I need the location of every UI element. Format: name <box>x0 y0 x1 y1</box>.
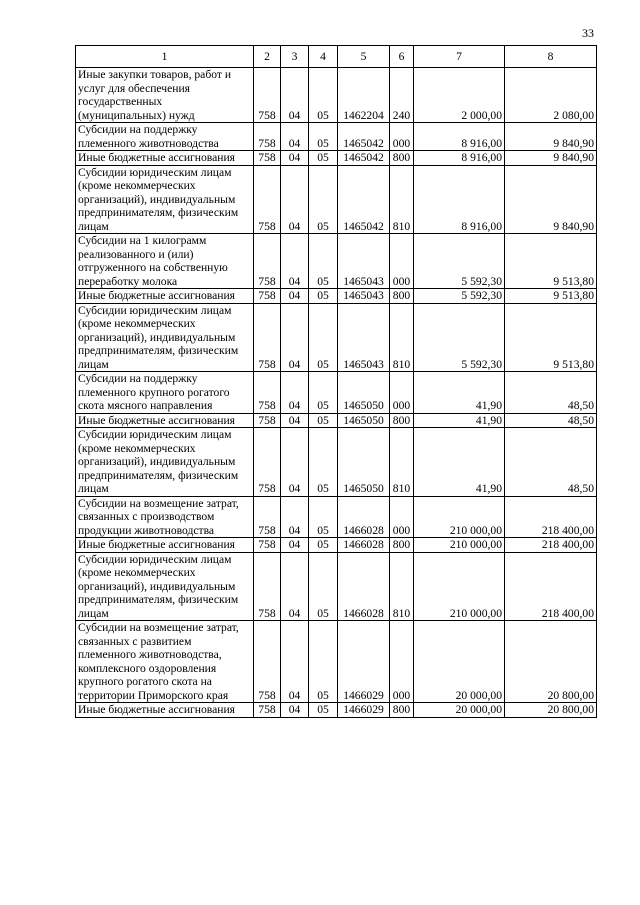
row-code-cell: 758 <box>254 303 281 372</box>
row-code-cell: 758 <box>254 552 281 621</box>
table-row <box>76 234 597 289</box>
row-code-cell: 758 <box>254 123 281 151</box>
row-section-cell: 04 <box>281 428 309 497</box>
column-header-6: 6 <box>390 46 414 68</box>
row-amount-1-cell: 20 000,00 <box>414 703 505 718</box>
row-subsection-cell: 05 <box>309 428 338 497</box>
row-code-cell: 758 <box>254 428 281 497</box>
row-type-cell: 800 <box>390 703 414 718</box>
table-row <box>76 413 597 428</box>
row-article-cell: 1466029 <box>338 621 390 703</box>
row-type-cell: 800 <box>390 151 414 166</box>
table-row <box>76 372 597 414</box>
row-name-cell: Иные бюджетные ассигнования <box>76 151 254 166</box>
row-amount-1-cell: 2 000,00 <box>414 68 505 123</box>
row-amount-1-cell: 8 916,00 <box>414 123 505 151</box>
row-amount-2-cell: 48,50 <box>505 372 597 414</box>
row-code-cell: 758 <box>254 68 281 123</box>
row-section-cell: 04 <box>281 496 309 538</box>
table-row <box>76 428 597 497</box>
row-amount-2-cell: 20 800,00 <box>505 621 597 703</box>
column-header-1: 1 <box>76 46 254 68</box>
row-code-cell: 758 <box>254 621 281 703</box>
table-row <box>76 552 597 621</box>
row-type-cell: 810 <box>390 552 414 621</box>
row-amount-2-cell: 9 513,80 <box>505 289 597 304</box>
row-subsection-cell: 05 <box>309 496 338 538</box>
row-amount-1-cell: 20 000,00 <box>414 621 505 703</box>
row-section-cell: 04 <box>281 151 309 166</box>
row-article-cell: 1465042 <box>338 151 390 166</box>
row-section-cell: 04 <box>281 703 309 718</box>
row-article-cell: 1465042 <box>338 165 390 234</box>
row-type-cell: 000 <box>390 621 414 703</box>
column-header-7: 7 <box>414 46 505 68</box>
row-amount-1-cell: 5 592,30 <box>414 234 505 289</box>
row-section-cell: 04 <box>281 372 309 414</box>
row-name-cell: Субсидии юридическим лицам (кроме некоммерческих организаций), индивидуальным предпринимателям, физическим лицам <box>76 428 254 497</box>
row-subsection-cell: 05 <box>309 234 338 289</box>
row-code-cell: 758 <box>254 372 281 414</box>
table-row <box>76 703 597 718</box>
row-subsection-cell: 05 <box>309 303 338 372</box>
row-name-cell: Субсидии на возмещение затрат, связанных с развитием племенного животноводства, комплексного оздоровления крупного рогатого скота на территории Приморского края <box>76 621 254 703</box>
row-type-cell: 800 <box>390 413 414 428</box>
column-header-8: 8 <box>505 46 597 68</box>
row-code-cell: 758 <box>254 703 281 718</box>
row-name-cell: Иные закупки товаров, работ и услуг для обеспечения государственных (муниципальных) нужд <box>76 68 254 123</box>
row-article-cell: 1466028 <box>338 538 390 553</box>
row-amount-1-cell: 8 916,00 <box>414 151 505 166</box>
row-section-cell: 04 <box>281 289 309 304</box>
row-amount-2-cell: 9 840,90 <box>505 123 597 151</box>
row-name-cell: Субсидии на поддержку племенного крупного рогатого скота мясного направления <box>76 372 254 414</box>
row-amount-1-cell: 41,90 <box>414 372 505 414</box>
row-code-cell: 758 <box>254 165 281 234</box>
row-name-cell: Субсидии юридическим лицам (кроме некоммерческих организаций), индивидуальным предпринимателям, физическим лицам <box>76 303 254 372</box>
row-amount-2-cell: 218 400,00 <box>505 496 597 538</box>
table-row <box>76 303 597 372</box>
row-article-cell: 1465043 <box>338 234 390 289</box>
row-subsection-cell: 05 <box>309 68 338 123</box>
row-type-cell: 000 <box>390 372 414 414</box>
table-row <box>76 621 597 703</box>
row-section-cell: 04 <box>281 68 309 123</box>
row-section-cell: 04 <box>281 413 309 428</box>
table-row <box>76 496 597 538</box>
column-header-3: 3 <box>281 46 309 68</box>
row-subsection-cell: 05 <box>309 123 338 151</box>
row-amount-2-cell: 218 400,00 <box>505 552 597 621</box>
row-name-cell: Иные бюджетные ассигнования <box>76 289 254 304</box>
header-row <box>76 46 597 68</box>
row-article-cell: 1465050 <box>338 372 390 414</box>
row-amount-2-cell: 9 513,80 <box>505 303 597 372</box>
table-row <box>76 68 597 123</box>
row-type-cell: 810 <box>390 165 414 234</box>
table-body <box>76 68 597 718</box>
column-header-4: 4 <box>309 46 338 68</box>
row-article-cell: 1465042 <box>338 123 390 151</box>
row-amount-1-cell: 5 592,30 <box>414 289 505 304</box>
row-code-cell: 758 <box>254 234 281 289</box>
row-type-cell: 810 <box>390 303 414 372</box>
row-subsection-cell: 05 <box>309 165 338 234</box>
row-article-cell: 1466028 <box>338 496 390 538</box>
row-amount-2-cell: 9 513,80 <box>505 234 597 289</box>
row-name-cell: Иные бюджетные ассигнования <box>76 703 254 718</box>
table-row <box>76 123 597 151</box>
row-amount-1-cell: 41,90 <box>414 413 505 428</box>
row-code-cell: 758 <box>254 289 281 304</box>
row-type-cell: 810 <box>390 428 414 497</box>
column-header-2: 2 <box>254 46 281 68</box>
row-subsection-cell: 05 <box>309 703 338 718</box>
row-article-cell: 1466028 <box>338 552 390 621</box>
row-amount-2-cell: 48,50 <box>505 413 597 428</box>
row-type-cell: 000 <box>390 234 414 289</box>
row-section-cell: 04 <box>281 234 309 289</box>
row-amount-1-cell: 210 000,00 <box>414 538 505 553</box>
row-amount-2-cell: 218 400,00 <box>505 538 597 553</box>
page-number: 33 <box>582 26 594 40</box>
row-type-cell: 000 <box>390 123 414 151</box>
column-header-5: 5 <box>338 46 390 68</box>
row-amount-1-cell: 8 916,00 <box>414 165 505 234</box>
row-name-cell: Субсидии на возмещение затрат, связанных с производством продукции животноводства <box>76 496 254 538</box>
row-amount-2-cell: 9 840,90 <box>505 151 597 166</box>
table-row <box>76 151 597 166</box>
table-row <box>76 538 597 553</box>
row-amount-2-cell: 2 080,00 <box>505 68 597 123</box>
row-type-cell: 800 <box>390 538 414 553</box>
row-article-cell: 1465050 <box>338 428 390 497</box>
row-section-cell: 04 <box>281 552 309 621</box>
row-subsection-cell: 05 <box>309 538 338 553</box>
row-code-cell: 758 <box>254 496 281 538</box>
table-header <box>76 46 597 68</box>
table-row <box>76 289 597 304</box>
row-subsection-cell: 05 <box>309 289 338 304</box>
row-type-cell: 800 <box>390 289 414 304</box>
row-subsection-cell: 05 <box>309 413 338 428</box>
row-name-cell: Субсидии на поддержку племенного животноводства <box>76 123 254 151</box>
row-code-cell: 758 <box>254 413 281 428</box>
row-name-cell: Субсидии юридическим лицам (кроме некоммерческих организаций), индивидуальным предпринимателям, физическим лицам <box>76 552 254 621</box>
row-article-cell: 1465043 <box>338 303 390 372</box>
row-section-cell: 04 <box>281 621 309 703</box>
row-section-cell: 04 <box>281 538 309 553</box>
row-subsection-cell: 05 <box>309 151 338 166</box>
row-name-cell: Субсидии юридическим лицам (кроме некоммерческих организаций), индивидуальным предпринимателям, физическим лицам <box>76 165 254 234</box>
row-code-cell: 758 <box>254 538 281 553</box>
row-type-cell: 240 <box>390 68 414 123</box>
table-row <box>76 165 597 234</box>
row-article-cell: 1465050 <box>338 413 390 428</box>
row-name-cell: Иные бюджетные ассигнования <box>76 538 254 553</box>
budget-table <box>75 45 597 718</box>
row-article-cell: 1466029 <box>338 703 390 718</box>
row-name-cell: Субсидии на 1 килограмм реализованного и (или) отгруженного на собственную переработку молока <box>76 234 254 289</box>
row-section-cell: 04 <box>281 303 309 372</box>
row-amount-2-cell: 9 840,90 <box>505 165 597 234</box>
row-section-cell: 04 <box>281 123 309 151</box>
row-amount-1-cell: 41,90 <box>414 428 505 497</box>
row-amount-1-cell: 210 000,00 <box>414 552 505 621</box>
row-amount-1-cell: 5 592,30 <box>414 303 505 372</box>
row-type-cell: 000 <box>390 496 414 538</box>
row-amount-2-cell: 48,50 <box>505 428 597 497</box>
row-subsection-cell: 05 <box>309 552 338 621</box>
row-article-cell: 1462204 <box>338 68 390 123</box>
row-code-cell: 758 <box>254 151 281 166</box>
row-subsection-cell: 05 <box>309 621 338 703</box>
row-name-cell: Иные бюджетные ассигнования <box>76 413 254 428</box>
row-article-cell: 1465043 <box>338 289 390 304</box>
row-subsection-cell: 05 <box>309 372 338 414</box>
row-amount-2-cell: 20 800,00 <box>505 703 597 718</box>
row-section-cell: 04 <box>281 165 309 234</box>
row-amount-1-cell: 210 000,00 <box>414 496 505 538</box>
